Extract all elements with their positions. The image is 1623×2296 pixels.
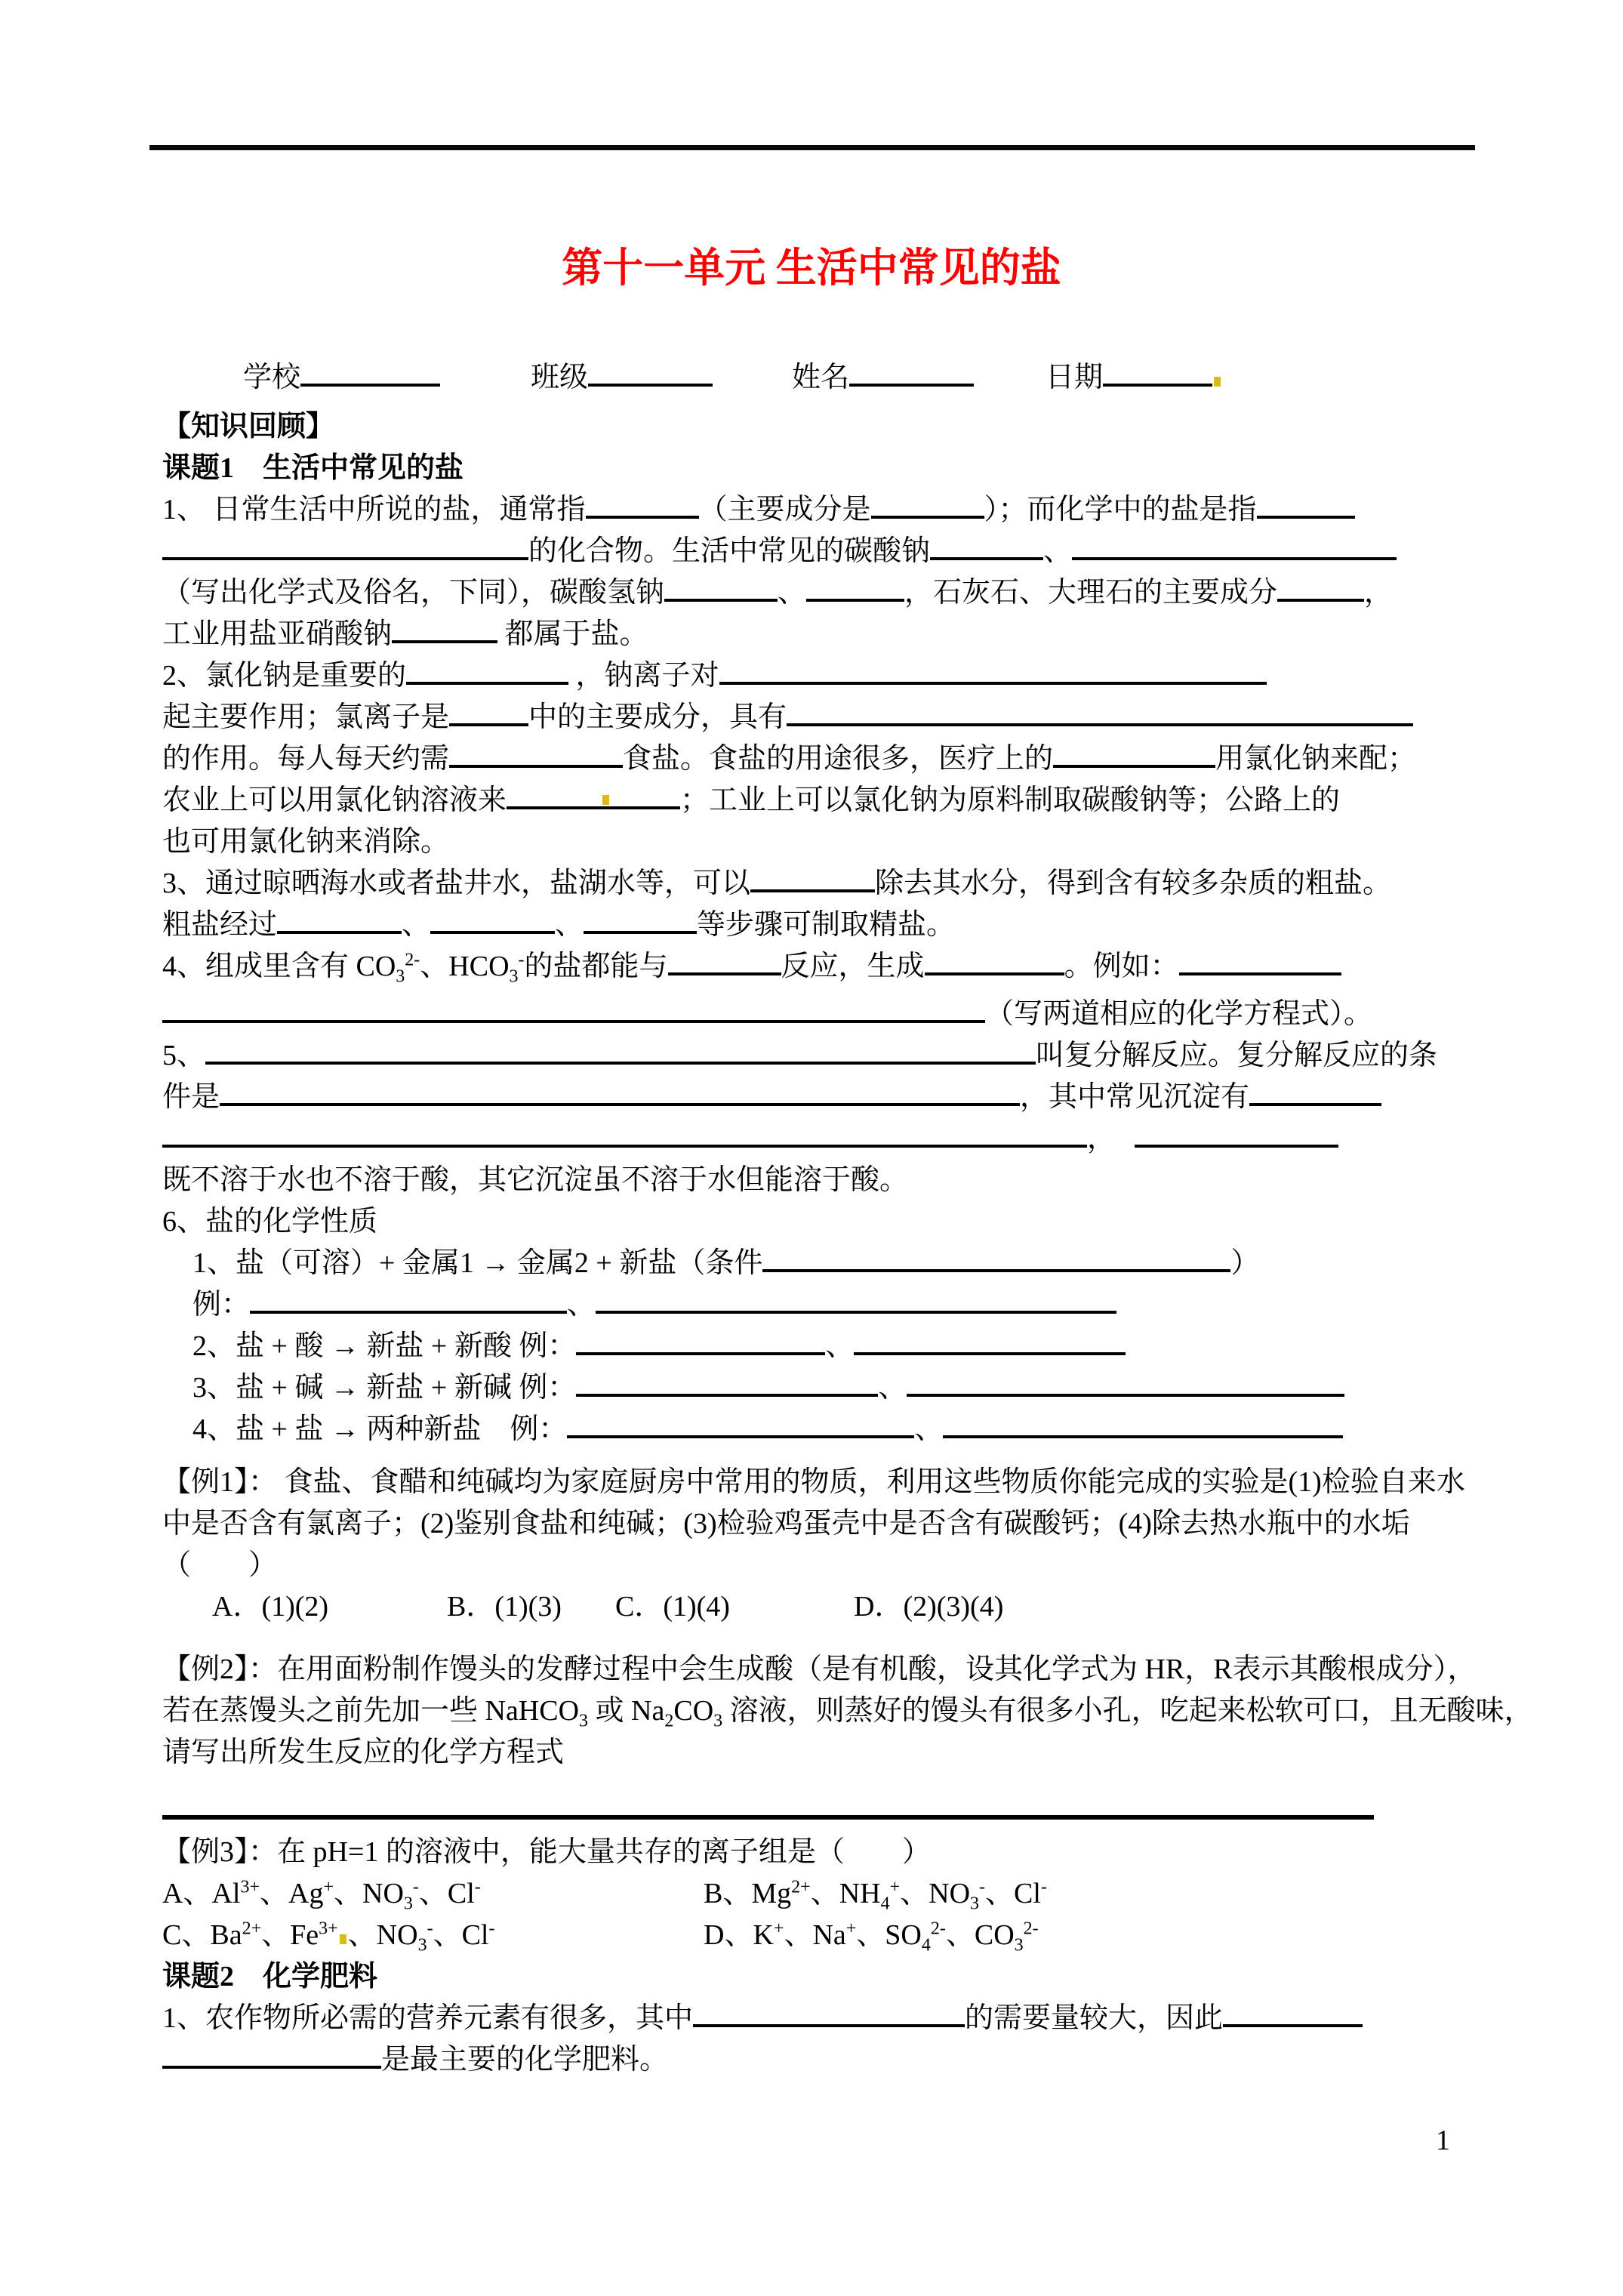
- example3-text: [162, 1832, 1461, 1873]
- text-segment: 【例1】：: [162, 1466, 278, 1498]
- option-column: [704, 1873, 1047, 1915]
- text-segment: 农业上可以用氯化钠溶液来: [162, 784, 507, 816]
- text-segment: 、Na: [784, 1919, 846, 1951]
- subscript: 2: [664, 1711, 674, 1731]
- text-segment: 的化合物。生活中常见的碳酸钠: [528, 535, 931, 567]
- superscript: 3+: [319, 1918, 338, 1939]
- example2-text3: [162, 1732, 1461, 1774]
- text-segment: 3、盐 + 碱 → 新盐 + 新碱 例：: [192, 1372, 577, 1404]
- text-segment: 是最主要的化学肥料。: [381, 2044, 669, 2076]
- blank-field: [586, 493, 699, 519]
- text-segment: 请写出所发生反应的化学方程式: [162, 1737, 565, 1768]
- text-segment: （写出化学式及俗名，下同），碳酸氢钠: [162, 577, 665, 609]
- text-segment: 1、农作物所必需的营养元素有很多，其中: [162, 2002, 694, 2034]
- q3-line1: [162, 863, 1461, 905]
- superscript: +: [845, 1918, 857, 1939]
- text-segment: 、NO: [334, 1878, 404, 1909]
- blank-field: [576, 1330, 825, 1355]
- blank-field: [719, 659, 1267, 685]
- text-segment: 反应，生成: [781, 951, 925, 982]
- blank-field: [750, 867, 875, 892]
- blank-field: [162, 2043, 381, 2069]
- text-segment: 粗盐经过: [162, 909, 278, 941]
- text-segment: 除去其水分，得到含有较多杂质的粗盐。: [875, 868, 1392, 899]
- header-blank-field: [1103, 361, 1212, 387]
- text-segment: 、NO: [900, 1878, 971, 1909]
- example1-text1: [162, 1462, 1465, 1503]
- spacer: [1116, 1147, 1135, 1148]
- blank-field: [596, 1288, 1116, 1314]
- page-content: [0, 357, 1623, 2081]
- blank-field: [1072, 535, 1397, 560]
- header-field-label: 班级: [531, 362, 589, 393]
- subscript: 3: [970, 1894, 980, 1914]
- q1-line3: [162, 572, 1461, 614]
- text-segment: 溶液，则蒸好的馒头有很多小孔，吃起来松软可口，且无酸味，: [722, 1695, 1533, 1727]
- text-segment: 、: [878, 1372, 907, 1404]
- subscript: 4: [921, 1935, 931, 1955]
- text-segment: 食盐、食醋和纯碱均为家庭厨房中常用的物质，利用这些物质你能完成的实验是(1)检验自来水: [277, 1466, 1465, 1498]
- text-segment: 的盐都能与: [524, 951, 668, 982]
- superscript: -: [427, 1918, 433, 1939]
- text-segment: B．(1)(3): [447, 1591, 562, 1623]
- blank-field: [907, 1371, 1344, 1397]
- superscript: -: [474, 1877, 481, 1897]
- q1-line1: [162, 489, 1461, 531]
- blank-field: [250, 1288, 567, 1314]
- text-segment: （主要成分是: [698, 494, 871, 525]
- comment-mark: [1214, 377, 1221, 387]
- text-segment: 2、盐 + 酸 → 新盐 + 新酸 例：: [192, 1330, 577, 1362]
- text-segment: 【知识回顾】: [162, 411, 335, 442]
- text-segment: 叫复分解反应。复分解反应的条: [1036, 1040, 1438, 1071]
- q5-line3: [162, 1118, 1461, 1160]
- text-segment: 也可用氯化钠来消除。: [162, 826, 450, 858]
- text-segment: 6、盐的化学性质: [162, 1206, 378, 1237]
- superscript: -: [1040, 1877, 1047, 1897]
- superscript: 2+: [242, 1918, 262, 1939]
- blank-field: [205, 1039, 1036, 1065]
- superscript: +: [323, 1877, 334, 1897]
- text-segment: ，: [1364, 577, 1394, 609]
- superscript: 2-: [930, 1918, 946, 1939]
- blank-field: [1179, 950, 1341, 975]
- comment-mark: [340, 1934, 346, 1944]
- blank-field: [668, 950, 781, 975]
- superscript: 2+: [791, 1877, 811, 1897]
- blank-field: [162, 1122, 1087, 1148]
- text-segment: D．(2)(3)(4): [854, 1591, 1004, 1623]
- example3-options-row2: [162, 1915, 1461, 1956]
- blank-field: [449, 701, 528, 726]
- topic1-heading: [162, 448, 1461, 489]
- q1-line2: [162, 531, 1461, 572]
- text-segment: B、Mg: [704, 1878, 792, 1909]
- spacer: [440, 386, 531, 387]
- blank-field: [162, 535, 528, 560]
- text-segment: 、: [402, 909, 431, 941]
- q1-line4: [162, 614, 1461, 655]
- blank-field: [693, 2002, 965, 2027]
- topic2-heading: [162, 1956, 1461, 1998]
- spacer: [713, 386, 792, 387]
- header-field-label: 日期: [1046, 362, 1104, 393]
- text-segment: 5、: [162, 1040, 206, 1071]
- option-column: [704, 1915, 1039, 1956]
- superscript: 2-: [405, 950, 420, 970]
- text-segment: 起主要作用；氯离子是: [162, 701, 450, 733]
- text-segment: C．(1)(4): [615, 1591, 730, 1623]
- text-segment: 、CO: [945, 1919, 1015, 1951]
- text-segment: ，其中常见沉淀有: [1020, 1081, 1250, 1113]
- blank-field: [567, 1413, 914, 1438]
- blank-field: [871, 493, 984, 519]
- subscript: 4: [880, 1894, 890, 1914]
- text-segment: A．(1)(2): [212, 1591, 329, 1623]
- fert-q1-line1: [162, 1998, 1461, 2039]
- example2-answer-line: [162, 1790, 1461, 1832]
- text-segment: 1、 日常生活中所说的盐，通常指: [162, 494, 586, 525]
- blank-field: [576, 1371, 878, 1397]
- q6-rule4: [162, 1409, 1461, 1450]
- blank-field: [806, 576, 904, 602]
- example2-text1: [162, 1649, 1477, 1690]
- comment-mark: [602, 795, 609, 805]
- superscript: -: [412, 1877, 419, 1897]
- spacer: [974, 386, 1046, 387]
- text-segment: 、Cl: [418, 1878, 475, 1909]
- text-segment: 等步骤可制取精盐。: [697, 909, 956, 941]
- text-segment: ，: [1087, 1123, 1116, 1154]
- q6-rule1-example: [162, 1284, 1461, 1326]
- subscript: 3: [1014, 1935, 1024, 1955]
- q5-line1: [162, 1035, 1461, 1077]
- header-field-label: 姓名: [792, 362, 850, 393]
- text-segment: ）；而化学中的盐是指: [984, 494, 1257, 525]
- blank-field: [1277, 576, 1364, 602]
- text-segment: 2、氯化钠是重要的: [162, 660, 407, 692]
- text-segment: ）: [1230, 1247, 1260, 1279]
- text-segment: （ ）: [162, 1549, 278, 1581]
- text-segment: 都属于盐。: [497, 618, 648, 650]
- example1-answer-parens: [162, 1545, 1461, 1586]
- blank-field: [925, 950, 1064, 975]
- blank-field: [584, 908, 697, 934]
- text-segment: 1、盐（可溶）+ 金属1 → 金属2 + 新盐（条件: [192, 1247, 763, 1279]
- unit-title: 第十一单元 生活中常见的盐: [562, 245, 1061, 291]
- text-segment: 、: [1043, 535, 1073, 567]
- subscript: 3: [579, 1711, 589, 1731]
- subscript: 3: [403, 1894, 413, 1914]
- text-segment: 【例3】：: [162, 1836, 278, 1868]
- worksheet-body: [162, 406, 1533, 2081]
- text-segment: 4、组成里含有 CO: [162, 951, 396, 982]
- text-segment: 、: [555, 909, 584, 941]
- text-segment: 、Fe: [261, 1919, 319, 1951]
- text-segment: ，石灰石、大理石的主要成分: [904, 577, 1278, 609]
- text-segment: 、SO: [856, 1919, 922, 1951]
- text-segment: 件是: [162, 1081, 220, 1113]
- text-segment: 、Ag: [260, 1878, 324, 1909]
- header-blank-field: [588, 361, 713, 387]
- header-blank-field: [849, 361, 974, 387]
- blank-field: [449, 742, 623, 768]
- q6-rule2: [162, 1326, 1461, 1367]
- blank-field: [1223, 2002, 1363, 2027]
- q2-line2: [162, 697, 1461, 738]
- text-segment: 、: [778, 577, 807, 609]
- blank-field: [1135, 1122, 1338, 1148]
- text-segment: CO: [673, 1695, 714, 1727]
- text-segment: 。例如：: [1064, 951, 1179, 982]
- text-segment: ，钠离子对: [568, 660, 719, 692]
- student-info-line: [162, 357, 1461, 399]
- blank-field: [1249, 1080, 1381, 1106]
- blank-field: [406, 659, 568, 685]
- superscript: +: [889, 1877, 901, 1897]
- blank-field: [664, 576, 778, 602]
- text-segment: 、: [914, 1413, 944, 1445]
- q6-heading: [162, 1201, 1461, 1243]
- header-rule: [149, 145, 1475, 150]
- text-segment: 4、盐 + 盐 → 两种新盐 例：: [192, 1413, 568, 1445]
- fert-q1-line2: [162, 2039, 1461, 2081]
- header-blank-field: [300, 361, 440, 387]
- blank-field: [762, 1247, 1230, 1272]
- blank-field: [220, 1080, 1020, 1106]
- superscript: 3+: [240, 1877, 260, 1897]
- text-segment: 、HCO: [420, 951, 510, 982]
- text-segment: 在用面粉制作馒头的发酵过程中会生成酸（是有机酸，设其化学式为 HR，R表示其酸根成分），: [277, 1653, 1477, 1685]
- blank-field: [787, 701, 1413, 726]
- text-segment: 在 pH=1 的溶液中，能大量共存的离子组是（ ）: [277, 1836, 931, 1868]
- blank-field: [943, 1413, 1343, 1438]
- text-segment: C、Ba: [162, 1919, 242, 1951]
- superscript: -: [979, 1877, 986, 1897]
- blank-field: [507, 784, 680, 809]
- text-segment: 3、通过晾晒海水或者盐井水，盐湖水等，可以: [162, 868, 751, 899]
- blank-field: [854, 1330, 1126, 1355]
- text-segment: 中的主要成分，具有: [528, 701, 787, 733]
- text-segment: 或 Na: [588, 1695, 665, 1727]
- superscript: 2-: [1023, 1918, 1039, 1939]
- text-segment: 食盐。食盐的用途很多，医疗上的: [623, 743, 1054, 775]
- text-segment: 课题1 生活中常见的盐: [162, 452, 464, 484]
- blank-field: [930, 535, 1043, 560]
- blank-field: [162, 997, 985, 1023]
- q3-line2: [162, 905, 1461, 946]
- subscript: 3: [417, 1935, 427, 1955]
- text-segment: 、NH: [810, 1878, 881, 1909]
- q6-rule3: [162, 1367, 1461, 1409]
- q5-line2: [162, 1077, 1461, 1118]
- subscript: 3: [396, 966, 405, 987]
- text-segment: 、Cl: [433, 1919, 489, 1951]
- subscript: 3: [509, 966, 519, 987]
- example1-options: [162, 1586, 1461, 1628]
- option-column: [162, 1915, 704, 1956]
- q4-line1: [162, 946, 1461, 988]
- text-segment: 、: [567, 1289, 596, 1321]
- blank-field: [1053, 742, 1215, 768]
- q2-line4: [162, 780, 1461, 821]
- text-segment: 若在蒸馒头之前先加一些 NaHCO: [162, 1695, 580, 1727]
- text-segment: 例：: [192, 1289, 251, 1321]
- text-segment: A、Al: [162, 1878, 241, 1909]
- text-segment: （写两道相应的化学方程式）。: [985, 998, 1373, 1030]
- blank-field: [430, 908, 555, 934]
- superscript: -: [488, 1918, 495, 1939]
- text-segment: 既不溶于水也不溶于酸，其它沉淀虽不溶于水但能溶于酸。: [162, 1164, 909, 1196]
- text-segment: 、: [825, 1330, 855, 1362]
- q2-line5: [162, 821, 1461, 863]
- example1-text2: [162, 1503, 1461, 1545]
- blank-field: [392, 618, 497, 643]
- q4-line2: [162, 994, 1461, 1035]
- text-segment: 工业用盐亚硝酸钠: [162, 618, 393, 650]
- blank-field: [1257, 493, 1355, 519]
- text-segment: 用氯化钠来配；: [1215, 743, 1417, 775]
- example3-options-row1: [162, 1873, 1461, 1915]
- superscript: -: [518, 950, 525, 970]
- blank-field: [277, 908, 402, 934]
- q2-line1: [162, 655, 1461, 697]
- header-field-label: 学校: [243, 362, 301, 393]
- page-number: 1: [1436, 2125, 1450, 2156]
- text-segment: 、Cl: [985, 1878, 1041, 1909]
- knowledge-review-heading: [162, 406, 1461, 448]
- text-segment: D、K: [704, 1919, 774, 1951]
- text-segment: 中是否含有氯离子；(2)鉴别食盐和纯碱；(3)检验鸡蛋壳中是否含有碳酸钙；(4)除去热水瓶中的水垢: [162, 1508, 1410, 1539]
- superscript: +: [773, 1918, 784, 1939]
- q6-rule1: [162, 1243, 1461, 1284]
- text-segment: 课题2 化学肥料: [162, 1961, 378, 1992]
- q5-line4: [162, 1160, 1461, 1201]
- text-segment: 、NO: [347, 1919, 418, 1951]
- text-segment: 的需要量较大，因此: [965, 2002, 1224, 2034]
- blank-field: [162, 1792, 1374, 1820]
- text-segment: 的作用。每人每天约需: [162, 743, 450, 775]
- option-column: [162, 1873, 704, 1915]
- text-segment: 【例2】：: [162, 1653, 278, 1685]
- subscript: 3: [713, 1711, 723, 1731]
- example2-text2: [162, 1690, 1533, 1732]
- text-segment: ；工业上可以氯化钠为原料制取碳酸钠等；公路上的: [680, 784, 1341, 816]
- q2-line3: [162, 738, 1461, 780]
